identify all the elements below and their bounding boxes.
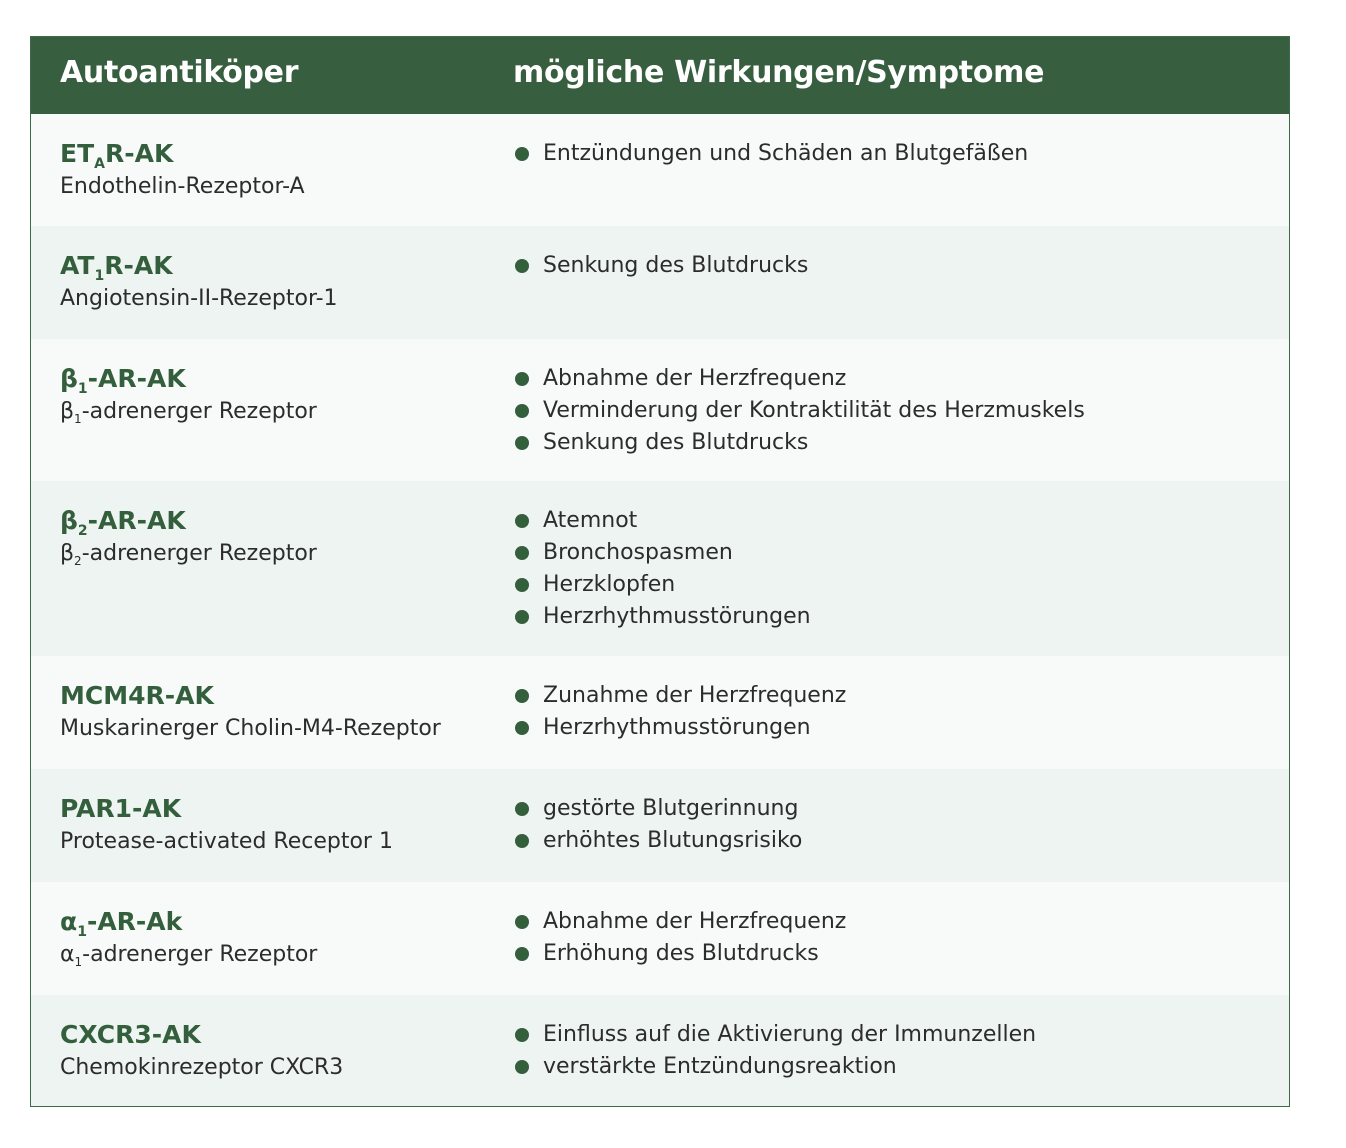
symptom-list [515,906,846,970]
antibody-name: $AT_1R-AK$ [60,251,173,284]
receptor-name: $\beta_2$-adrenerger Rezeptor [60,541,317,568]
antibody-name: CXCR3-AK [60,1020,201,1049]
antibody-name: MCM4R-AK [60,681,214,710]
antibody-name: $\alpha_1-AR-Ak$ [60,907,183,940]
bullet-icon [515,514,529,528]
bullet-icon [515,610,529,624]
symptom-item: Entzündungen und Schäden an Blutgefäßen [515,138,1028,170]
receptor-name: $\beta_1$-adrenerger Rezeptor [60,399,317,426]
bullet-icon [515,404,529,418]
symptom-item: Abnahme der Herzfrequenz [515,363,1085,395]
bullet-icon [515,1028,529,1042]
symptom-item: Abnahme der Herzfrequenz [515,906,846,938]
table-row [31,995,1289,1106]
bullet-icon [515,947,529,961]
bullet-icon [515,802,529,816]
bullet-icon [515,436,529,450]
receptor-name: Endothelin-Rezeptor-A [60,174,305,199]
bullet-icon [515,259,529,273]
symptom-item: Herzklopfen [515,569,811,601]
bullet-icon [515,721,529,735]
symptom-list [515,1019,1036,1083]
bullet-icon [515,915,529,929]
receptor-name: Angiotensin-II-Rezeptor-1 [60,286,338,311]
symptom-list [515,138,1028,170]
symptom-item: erhöhtes Blutungsrisiko [515,825,802,857]
table-row [31,339,1289,481]
receptor-name: Chemokinrezeptor CXCR3 [60,1055,344,1080]
symptom-item: Einfluss auf die Aktivierung der Immunzellen [515,1019,1036,1051]
receptor-name: Protease-activated Receptor 1 [60,829,393,854]
table-header [31,37,1289,114]
bullet-icon [515,834,529,848]
header-symptoms: mögliche Wirkungen/Symptome [513,55,1045,90]
symptom-item: verstärkte Entzündungsreaktion [515,1051,1036,1083]
bullet-icon [515,372,529,386]
symptom-item: Herzrhythmusstörungen [515,712,846,744]
antibody-name: $\beta_2-AR-AK$ [60,506,186,539]
receptor-name: $\alpha_1$-adrenerger Rezeptor [60,942,318,969]
antibody-name: $\beta_1-AR-AK$ [60,364,186,397]
bullet-icon [515,689,529,703]
symptom-list [515,793,802,857]
symptom-item: Herzrhythmusstörungen [515,601,811,633]
bullet-icon [515,147,529,161]
table-row [31,882,1289,995]
symptom-list [515,680,846,744]
symptom-item: Erhöhung des Blutdrucks [515,938,846,970]
symptom-item: gestörte Blutgerinnung [515,793,802,825]
antibody-name: $ET_AR-AK$ [60,139,174,172]
table-row [31,769,1289,882]
bullet-icon [515,1060,529,1074]
table-row [31,114,1289,226]
table-row [31,481,1289,656]
symptom-item: Senkung des Blutdrucks [515,250,808,282]
symptom-item: Verminderung der Kontraktilität des Herzmuskels [515,395,1085,427]
receptor-name: Muskarinerger Cholin-M4-Rezeptor [60,716,441,741]
bullet-icon [515,578,529,592]
symptom-list [515,363,1085,459]
symptom-item: Bronchospasmen [515,537,811,569]
autoantibody-table [30,36,1290,1107]
symptom-item: Zunahme der Herzfrequenz [515,680,846,712]
symptom-list [515,505,811,633]
symptom-item: Atemnot [515,505,811,537]
antibody-name: PAR1-AK [60,794,182,823]
table-row [31,226,1289,339]
symptom-item: Senkung des Blutdrucks [515,427,1085,459]
bullet-icon [515,546,529,560]
symptom-list [515,250,808,282]
header-autoantibody: Autoantiköper [60,55,299,90]
table-row [31,656,1289,769]
